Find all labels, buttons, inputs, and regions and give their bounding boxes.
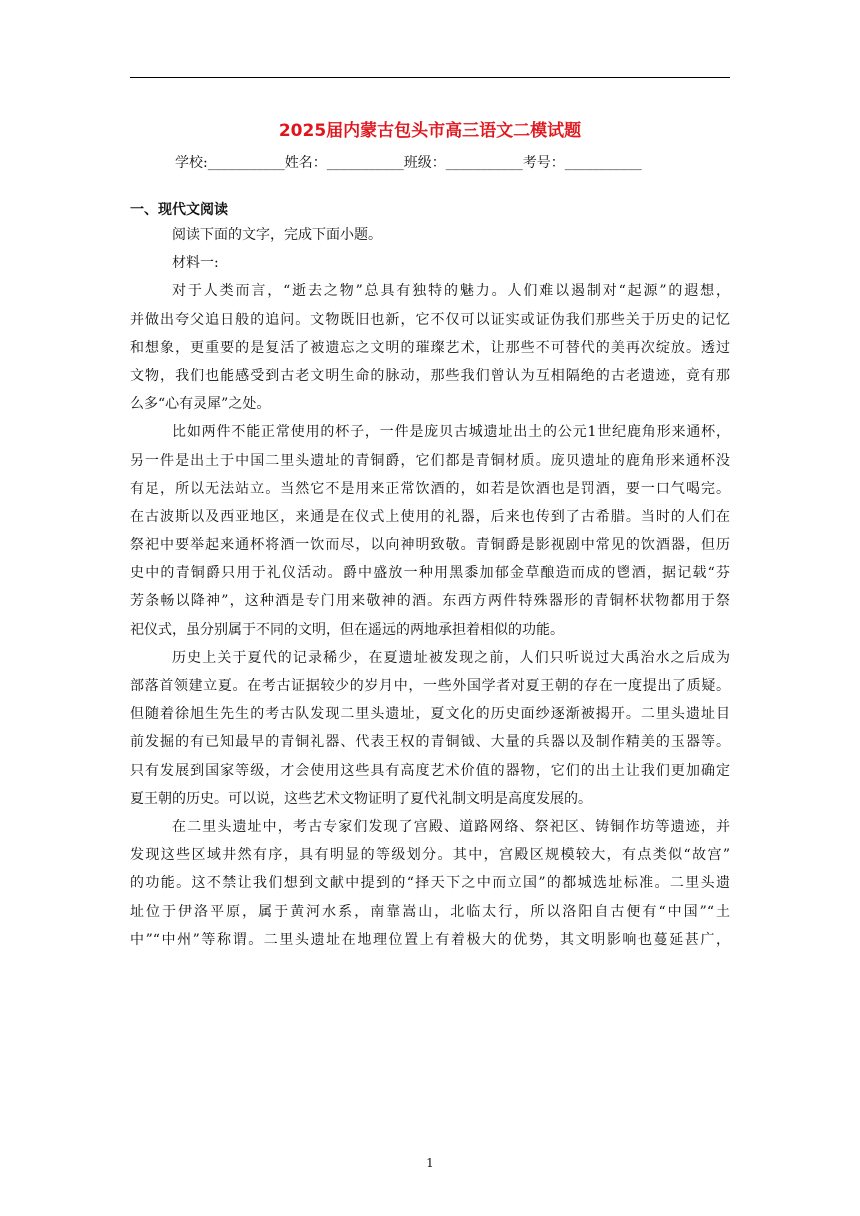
paragraph-line: 在二里头遗址中，考古专家们发现了宫殿、道路网络、祭祀区、铸铜作坊等遗迹，并 (172, 818, 730, 835)
paragraph-line: 夏王朝的历史。可以说，这些艺术文物证明了夏代礼制文明是高度发展的。 (130, 790, 592, 807)
paragraph-line: 并做出夸父追日般的追问。文物既旧也新，它不仅可以证实或证伪我们那些关于历史的记忆 (130, 311, 730, 328)
section-heading: 一、现代文阅读 (130, 202, 228, 218)
paragraph-line: 有足，所以无法站立。当然它不是用来正常饮酒的，如若是饮酒也是罚酒，要一口气喝完。 (130, 480, 730, 497)
paragraph-line: 芳条畅以降神”，这种酒是专门用来敬神的酒。东西方两件特殊器形的青铜杯状物都用于祭 (130, 593, 730, 610)
paragraph-line: 和想象，更重要的是复活了被遗忘之文明的璀璨艺术，让那些不可替代的美再次绽放。透过 (130, 339, 730, 356)
paragraph-line: 对于人类而言，“逝去之物”总具有独特的魅力。人们难以遏制对“起源”的遐想， (172, 283, 730, 300)
paragraph-line: 祀仪式，虽分别属于不同的文明，但在遥远的两地承担着相似的功能。 (130, 621, 564, 638)
material-label: 材料一: (172, 255, 219, 272)
paragraph-line: 的功能。这不禁让我们想到文献中提到的“择天下之中而立国”的都城选址标准。二里头遗 (130, 875, 730, 892)
paragraph-line: 址位于伊洛平原，属于黄河水系，南靠嵩山，北临太行，所以洛阳自古便有“中国”“土 (130, 903, 730, 920)
paragraph-line: 么多“心有灵犀”之处。 (130, 396, 271, 413)
document-title: 2025届内蒙古包头市高三语文二模试题 (278, 121, 582, 141)
instruction-line: 阅读下面的文字，完成下面小题。 (172, 227, 382, 243)
paragraph-line: 另一件是出土于中国二里头遗址的青铜爵，它们都是青铜材质。庞贝遗址的鹿角形来通杯没 (130, 452, 730, 469)
paragraph-line: 在古波斯以及西亚地区，来通是在仪式上使用的礼器，后来也传到了古希腊。当时的人们在 (130, 508, 730, 525)
header-rule (130, 77, 730, 78)
page-number: 1 (426, 1156, 434, 1170)
paragraph-line: 发现这些区域井然有序，具有明显的等级划分。其中，宫殿区规模较大，有点类似“故宫” (130, 847, 730, 864)
reading-passage (130, 221, 730, 954)
paragraph-line: 部落首领建立夏。在考古证据较少的岁月中，一些外国学者对夏王朝的存在一度提出了质疑。 (130, 678, 730, 694)
paragraph-line: 只有发展到国家等级，才会使用这些具有高度艺术价值的器物，它们的出土让我们更加确定 (130, 762, 730, 779)
paragraph-line: 前发掘的有已知最早的青铜礼器、代表王权的青铜钺、大量的兵器以及制作精美的玉器等。 (130, 734, 730, 751)
paragraph-line: 祭祀中要举起来通杯将酒一饮而尽，以向神明致敬。青铜爵是影视剧中常见的饮酒器，但历 (130, 537, 730, 554)
paragraph-line: 但随着徐旭生先生的考古队发现二里头遗址，夏文化的历史面纱逐渐被揭开。二里头遗址目 (130, 706, 730, 723)
paragraph-line: 历史上关于夏代的记录稀少，在夏遗址被发现之前，人们只听说过大禹治水之后成为 (172, 649, 730, 666)
student-info-line: 学校:___________姓名：___________班级：___________考号：___________ (175, 155, 642, 171)
paragraph-line: 文物，我们也能感受到古老文明生命的脉动，那些我们曾认为互相隔绝的古老遗迹，竟有那 (130, 367, 730, 384)
paragraph-line: 史中的青铜爵只用于礼仪活动。爵中盛放一种用黑黍加郁金草酿造而成的鬯酒，据记载“芬 (130, 565, 730, 582)
paragraph-line: 比如两件不能正常使用的杯子，一件是庞贝古城遗址出土的公元1世纪鹿角形来通杯， (172, 424, 730, 441)
paragraph-line: 中”“中州”等称谓。二里头遗址在地理位置上有着极大的优势，其文明影响也蔓延甚广， (130, 931, 730, 948)
